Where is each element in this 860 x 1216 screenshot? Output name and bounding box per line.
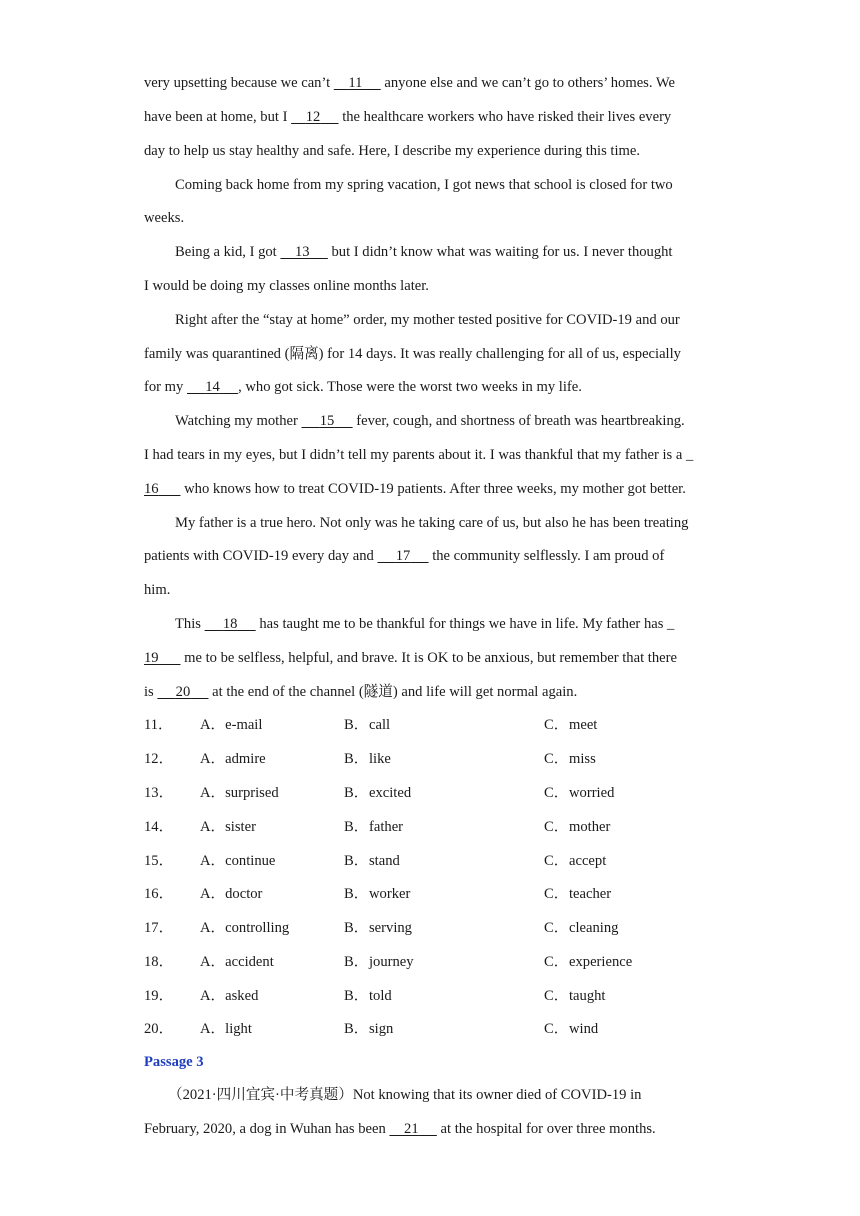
- blank-13: 13: [294, 244, 310, 260]
- text: Being a kid, I got: [175, 244, 281, 260]
- text: has taught me to be thankful for things we have in life. My father has: [255, 616, 668, 632]
- text-line: him.: [144, 582, 171, 598]
- option-b-label: B．: [344, 717, 369, 733]
- question-number: 15．: [144, 853, 174, 869]
- question-number: 20．: [144, 1021, 174, 1037]
- option-b-label: B．: [344, 785, 369, 801]
- text: the healthcare workers who have risked their lives every: [338, 109, 672, 125]
- option-b: like: [369, 751, 391, 767]
- text: at the end of the channel (隧道) and life will get normal again.: [208, 684, 578, 700]
- text-line: My father is a true hero. Not only was he taking care of us, but also he has been treating: [175, 515, 689, 531]
- question-number: 13．: [144, 785, 174, 801]
- option-c-label: C．: [544, 853, 569, 869]
- text-line: family was quarantined (隔离) for 14 days. It was really challenging for all of us, especially: [144, 346, 681, 362]
- option-a: A．sister: [200, 819, 256, 835]
- option-b-label: B．: [344, 988, 369, 1004]
- option-a: A．admire: [200, 751, 266, 767]
- blank-17: 17: [395, 548, 411, 564]
- text-line: （2021·四川宜宾·中考真题）Not knowing that its owner died of COVID-19 in: [168, 1087, 642, 1103]
- text: me to be selfless, helpful, and brave. It is OK to be anxious, but remember that there: [180, 650, 677, 666]
- option-b-label: B．: [344, 819, 369, 835]
- option-a: A．continue: [200, 853, 276, 869]
- option-b: excited: [369, 785, 412, 801]
- text-line: [144, 446, 693, 464]
- text: , who got sick. Those were the worst two weeks in my life.: [238, 379, 582, 395]
- option-c: experience: [569, 954, 633, 970]
- text: patients with COVID-19 every day and: [144, 548, 378, 564]
- option-b: journey: [369, 954, 414, 970]
- text: very upsetting because we can’t: [144, 75, 334, 91]
- text-line: [144, 649, 677, 667]
- option-c-label: C．: [544, 954, 569, 970]
- option-c: worried: [569, 785, 615, 801]
- blank-11: 11: [348, 75, 363, 91]
- option-a: A．light: [200, 1021, 252, 1037]
- option-b-label: B．: [344, 920, 369, 936]
- text-line: [144, 683, 577, 701]
- text-line: [175, 615, 674, 633]
- option-a: A．controlling: [200, 920, 290, 936]
- option-c: mother: [569, 819, 611, 835]
- text: the community selflessly. I am proud of: [428, 548, 665, 564]
- option-b: stand: [369, 853, 400, 869]
- option-c: teacher: [569, 886, 612, 902]
- text-line: [144, 108, 671, 126]
- option-c-label: C．: [544, 819, 569, 835]
- text: who knows how to treat COVID-19 patients. After three weeks, my mother got better.: [180, 481, 686, 497]
- text: at the hospital for over three months.: [436, 1121, 656, 1137]
- text: This: [175, 616, 205, 632]
- text-line: day to help us stay healthy and safe. Here, I describe my experience during this time.: [144, 143, 641, 159]
- text-line: weeks.: [144, 210, 185, 226]
- blank-15: 15: [319, 413, 335, 429]
- option-b: serving: [369, 920, 412, 936]
- option-a: A．surprised: [200, 785, 279, 801]
- text-line: [144, 1120, 656, 1138]
- option-c-label: C．: [544, 1021, 569, 1037]
- question-number: 17．: [144, 920, 174, 936]
- text: I had tears in my eyes, but I didn’t tell my parents about it. I was thankful that my father is a: [144, 447, 686, 463]
- text-line: Right after the “stay at home” order, my mother tested positive for COVID-19 and our: [175, 312, 680, 328]
- option-b-label: B．: [344, 886, 369, 902]
- option-b: call: [369, 717, 391, 733]
- blank-16: 16: [144, 481, 159, 497]
- question-number: 19．: [144, 988, 174, 1004]
- option-a: A．doctor: [200, 886, 263, 902]
- text-line: Coming back home from my spring vacation, I got news that school is closed for two: [175, 177, 673, 193]
- text: _: [686, 447, 694, 463]
- option-c-label: C．: [544, 920, 569, 936]
- option-b: worker: [369, 886, 411, 902]
- option-c: meet: [569, 717, 598, 733]
- option-b-label: B．: [344, 1021, 369, 1037]
- text: _: [667, 616, 675, 632]
- question-number: 11．: [144, 717, 173, 733]
- text: anyone else and we can’t go to others’ homes. We: [380, 75, 675, 91]
- text: Watching my mother: [175, 413, 302, 429]
- text-line: [144, 480, 686, 498]
- question-number: 14．: [144, 819, 174, 835]
- option-c: miss: [569, 751, 596, 767]
- option-c: cleaning: [569, 920, 619, 936]
- blank-21: 21: [404, 1121, 419, 1137]
- option-c: accept: [569, 853, 607, 869]
- text-line: I would be doing my classes online months later.: [144, 278, 429, 294]
- passage-title: Passage 3: [144, 1054, 204, 1070]
- option-b: sign: [369, 1021, 394, 1037]
- text: February, 2020, a dog in Wuhan has been: [144, 1121, 390, 1137]
- option-b: father: [369, 819, 404, 835]
- blank-20: 20: [175, 684, 191, 700]
- question-number: 16．: [144, 886, 174, 902]
- text: is: [144, 684, 158, 700]
- text-line: [144, 547, 664, 565]
- text: have been at home, but I: [144, 109, 292, 125]
- option-c: wind: [569, 1021, 599, 1037]
- text-line: [175, 243, 672, 261]
- blank-19: 19: [144, 650, 159, 666]
- option-c: taught: [569, 988, 606, 1004]
- option-c-label: C．: [544, 785, 569, 801]
- option-c-label: C．: [544, 886, 569, 902]
- option-a: A．e-mail: [200, 717, 263, 733]
- blank-14: 14: [205, 379, 220, 395]
- option-b-label: B．: [344, 954, 369, 970]
- text: but I didn’t know what was waiting for us. I never thought: [327, 244, 673, 260]
- question-number: 12．: [144, 751, 174, 767]
- option-b: told: [369, 988, 392, 1004]
- option-a: A．accident: [200, 954, 274, 970]
- option-a: A．asked: [200, 988, 259, 1004]
- text-line: [144, 378, 582, 396]
- text: for my: [144, 379, 187, 395]
- option-b-label: B．: [344, 751, 369, 767]
- text: fever, cough, and shortness of breath was heartbreaking.: [352, 413, 685, 429]
- option-c-label: C．: [544, 717, 569, 733]
- question-number: 18．: [144, 954, 174, 970]
- blank-18: 18: [222, 616, 238, 632]
- text-line: [144, 74, 675, 92]
- option-c-label: C．: [544, 988, 569, 1004]
- blank-12: 12: [305, 109, 321, 125]
- option-b-label: B．: [344, 853, 369, 869]
- option-c-label: C．: [544, 751, 569, 767]
- text-line: [175, 412, 685, 430]
